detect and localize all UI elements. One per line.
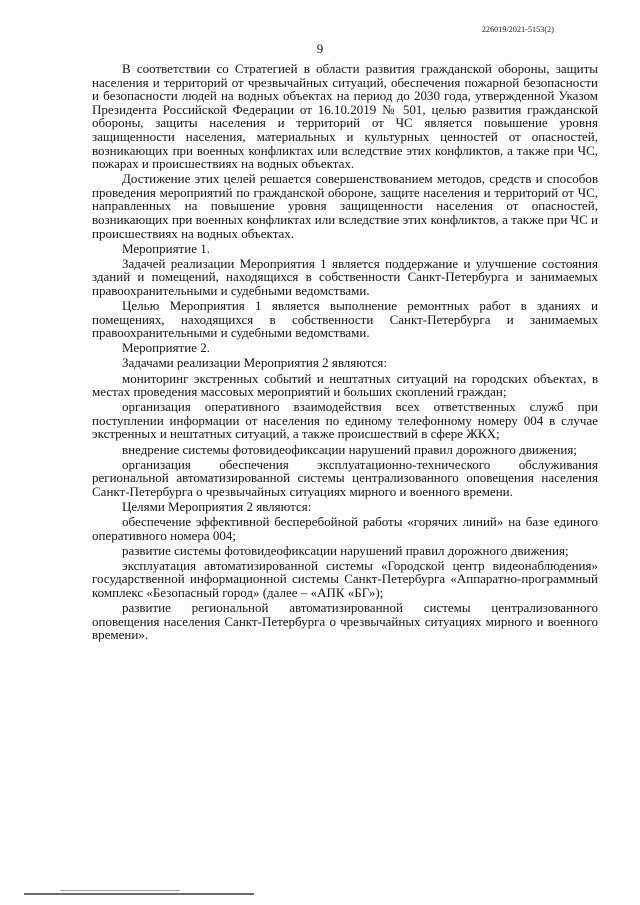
- paragraph-measure-2-goals-intro: Целями Мероприятия 2 являются:: [122, 498, 312, 514]
- paragraph-measure-2-tasks-intro: Задачами реализации Мероприятия 2 являются:: [122, 355, 387, 371]
- heading-measure-1: Мероприятие 1.: [122, 240, 210, 256]
- list-item-hotlines: обеспечение эффективной бесперебойной работы «горячих линий» на базе единого оперативного номера 004;: [92, 514, 598, 543]
- paragraph-measure-1-goal: Целью Мероприятия 1 является выполнение ремонтных работ в зданиях и помещениях, находящихся в собственности Санкт-Петербурга и занимаемых правоохранительными и судебными ведомствами.: [92, 298, 598, 341]
- paragraph-measure-1-task: Задачей реализации Мероприятия 1 является поддержание и улучшение состояния зданий и помещений, находящихся в собственности Санкт-Петербурга и занимаемых правоохранительными и судебными ведомствами.: [92, 255, 598, 298]
- document-registration-number: 226019/2021-5153(2): [481, 25, 554, 34]
- list-item-video-surveillance: эксплуатация автоматизированной системы «Городской центр видеонаблюдения» государственной информационной системы Санкт-Петербурга «Аппаратно-программный комплекс «Безопасный город» (далее – «АПК «БГ»);: [92, 557, 598, 600]
- list-item-notification-development: развитие региональной автоматизированной системы централизованного оповещения населения Санкт-Петербурга о чрезвычайных ситуациях мирного и военного времени».: [92, 600, 598, 643]
- list-item-photo-video-development: развитие системы фотовидеофиксации нарушений правил дорожного движения;: [122, 542, 569, 558]
- list-item-interaction: организация оперативного взаимодействия всех ответственных служб при поступлении информации от населения по единому телефонному номеру 004 в случае экстренных и нештатных ситуаций, а также происшествий в сфере ЖКХ;: [92, 399, 598, 442]
- list-item-notification-maintenance: организация обеспечения эксплуатационно-технического обслуживания региональной автоматизированной системы централизованного оповещения населения Санкт-Петербурга о чрезвычайных ситуациях мирного и военного времени.: [92, 456, 598, 499]
- list-item-photo-video: внедрение системы фотовидеофиксации нарушений правил дорожного движения;: [122, 441, 577, 457]
- document-body: [92, 62, 598, 643]
- list-item-monitoring: мониторинг экстренных событий и нештатных ситуаций на городских объектах, в местах проведения массовых мероприятий и больших скоплений граждан;: [92, 370, 598, 400]
- paragraph-strategy: В соответствии со Стратегией в области развития гражданской обороны, защиты населения и территорий от чрезвычайных ситуаций, обеспечения пожарной безопасности и безопасности людей на водных объектах на период до 2030 года, утвержденной Указом Президента Российской Федерации от 16.10.2019 № 501, целью развития гражданской обороны, защиты населения и территорий от ЧС является повышение уровня защищенности населения, материальных и культурных ценностей от опасностей, возникающих при военных конфликтах или вследствие этих конфликтов, а также при ЧС, пожарах и происшествиях на водных объектах.: [92, 61, 598, 172]
- heading-measure-2: Мероприятие 2.: [122, 340, 210, 356]
- scan-artifact-line: [60, 890, 180, 891]
- page-number: 9: [316, 41, 324, 56]
- paragraph-goal-achievement: Достижение этих целей решается совершенствованием методов, средств и способов проведения мероприятий по гражданской обороне, защите населения и территорий от ЧС, направленных на повышение уровня защищенности населения от опасностей, возникающих при военных конфликтах или вследствие этих конфликтов, а также при ЧС и происшествиях на водных объектах.: [92, 171, 598, 241]
- scan-artifact-line: [24, 893, 254, 895]
